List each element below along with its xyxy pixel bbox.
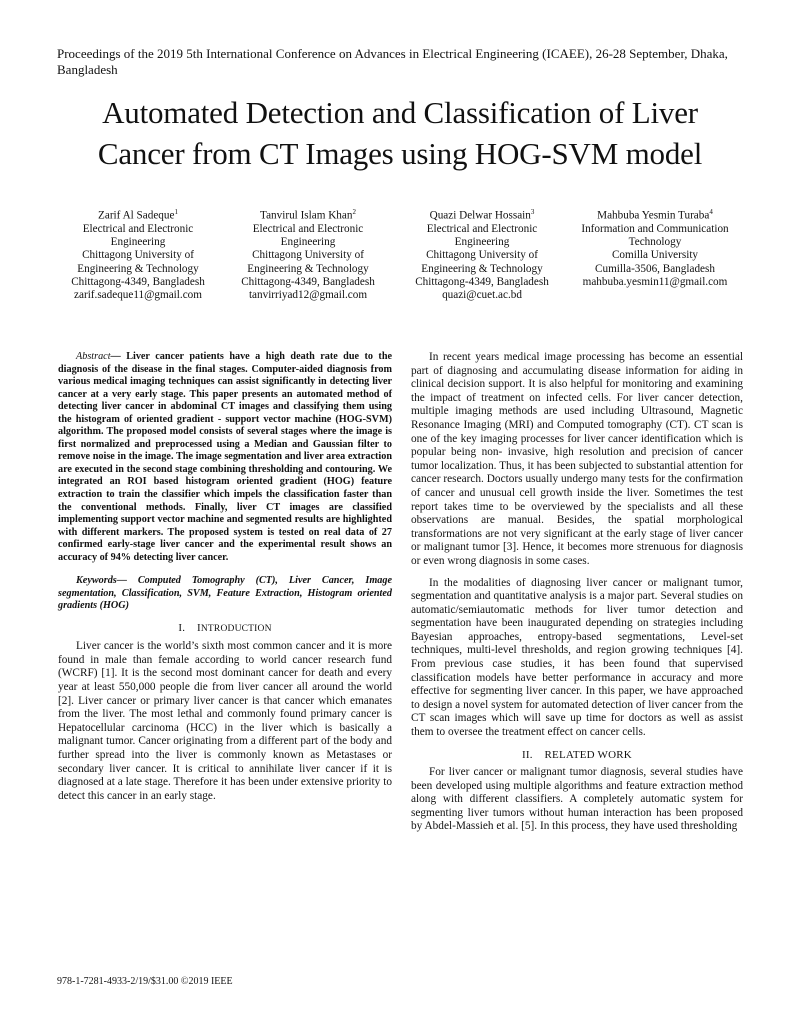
author-institution: Comilla University [611, 249, 699, 262]
author-index: 2 [352, 208, 356, 216]
author-1 [43, 206, 233, 302]
related-work-paragraph-1: For liver cancer or malignant tumor diagnosis, several studies have been developed using multiple algorithms and feature extraction method along with different classifiers. A completely automatic system for segmenting liver tumors without human interaction has been proposed by Abdel-Massieh et al. [5]. In this process, they have used thresholding [411, 765, 743, 833]
author-3 [387, 206, 577, 302]
author-4 [560, 206, 750, 289]
keywords: Keywords— Computed Tomography (CT), Liver Cancer, Image segmentation, Classification, SVM, Feature Extraction, Histogram oriented gradients (HOG) [58, 575, 392, 612]
author-dept: Electrical and Electronic [426, 222, 538, 235]
author-institution: Engineering & Technology [421, 262, 543, 275]
right-column [411, 351, 743, 834]
author-name: Zarif Al Sadeque [98, 209, 175, 222]
author-institution: Chittagong University of [252, 249, 364, 262]
title-line-1: Automated Detection and Classification of Liver [102, 95, 698, 130]
author-name: Tanvirul Islam Khan [260, 209, 353, 222]
intro-paragraph-3: In the modalities of diagnosing liver cancer or malignant tumor, segmentation and quantitative analysis is a major part. Several studies on automatic/semiautomatic methods for liver tumor detection and segmentation have been inaugurated depending on strategies including Bayesian approaches, entropy-based segmentations, Level-set techniques, multi-level thresholds, and region growing techniques [4]. From previous case studies, it has been found that supervised classification models have better performance in accuracy and more effective for segmenting liver cancer. In this paper, we have approached to design a novel system for automated detection of liver cancer from the CT scan images which will save up time for doctors as well as assist them to oversee the treatment effect on cancer cells. [411, 576, 743, 739]
title-line-2: Cancer from CT Images using HOG-SVM model [97, 136, 703, 171]
author-institution: Engineering & Technology [77, 262, 199, 275]
intro-paragraph-2: In recent years medical image processing has become an essential part of diagnosing and accumulating disease information for aiding in clinical decision support. It is also helpful for monitoring and examining the impact of treatment on infected cells. For liver cancer detection, multiple imaging methods are used including Ultrasound, Magnetic Resonance Imaging (MRI) and Computed tomography (CT). CT scan is one of the key imaging processes for liver cancer identification which is popular being non- invasive, high resolution and precision of cancer tumor localization. Thus, it has been subjected to substantial attention for cancer research. Doctors usually undergo many tests for the confirmation of cancer and unusual cell growth inside the liver. Sometimes the test report takes time to be overviewed by the specialists and all these observations are manual. Besides, the spatial morphological transformations are not very significant at the early stage of liver cancer or malignant tumor [3]. Hence, it becomes more strenuous for diagnosis or even wrong diagnosis in some cases. [411, 351, 743, 567]
author-location: Chittagong-4349, Bangladesh [415, 275, 549, 288]
author-email: mahbuba.yesmin11@gmail.com [582, 275, 728, 288]
author-email: zarif.sadeque11@gmail.com [74, 288, 202, 301]
author-email: tanvirriyad12@gmail.com [248, 288, 368, 301]
abstract-dash: — [110, 351, 127, 362]
section-number: I. [178, 621, 186, 634]
section-heading-related-work [411, 749, 743, 762]
author-dept: Technology [628, 236, 682, 249]
author-email: quazi@cuet.ac.bd [442, 288, 522, 301]
author-institution: Engineering & Technology [247, 262, 369, 275]
author-location: Chittagong-4349, Bangladesh [241, 275, 375, 288]
section-title: RELATED WORK [544, 748, 632, 761]
section-title-rest: NTRODUCTION [200, 623, 272, 634]
copyright-footer: 978-1-7281-4933-2/19/$31.00 ©2019 IEEE [57, 976, 233, 987]
author-dept: Electrical and Electronic [82, 222, 194, 235]
author-dept: Engineering [110, 236, 166, 249]
author-dept: Engineering [454, 236, 510, 249]
conference-header: Proceedings of the 2019 5th International Conference on Advances in Electrical Engineering (ICAEE), 26-28 September, Dhaka, Bangladesh [57, 46, 728, 77]
section-heading-introduction [58, 622, 392, 636]
abstract-label: Abstract [76, 351, 111, 362]
author-block [45, 206, 765, 316]
author-location: Cumilla-3506, Bangladesh [595, 262, 715, 275]
paper-title [40, 92, 760, 174]
intro-paragraph-1: Liver cancer is the world’s sixth most common cancer and it is more found in male than female according to world cancer research fund (WCRF) [1]. It is the second most dominant cancer for death and every year at least 550,000 people die from liver cancer all around the world [2]. Liver cancer or primary liver cancer is that cancer which emanates from the liver. The most lethal and commonly found primary cancer is Hepatocellular carcinoma (HCC) in the liver which is basically a malignant tumor. Cancer originating from a different part of the body and further spread into the liver is commonly known as Metastases or secondary liver cancer. It is critical to annihilate liver cancer if it is diagnosed at a late stage. Therefore it has been under extensive priority to detect this cancer in an early stage. [58, 640, 392, 802]
abstract [58, 351, 392, 564]
author-institution: Chittagong University of [82, 249, 194, 262]
author-dept: Engineering [280, 236, 336, 249]
author-name: Quazi Delwar Hossain [429, 209, 531, 222]
section-number: II. [522, 748, 533, 761]
author-name: Mahbuba Yesmin Turaba [597, 209, 710, 222]
author-institution: Chittagong University of [426, 249, 538, 262]
author-index: 1 [174, 208, 178, 216]
author-index: 4 [709, 208, 713, 216]
abstract-text: Liver cancer patients have a high death rate due to the diagnosis of the disease in the final stages. Computer-aided diagnosis from various medical imaging techniques can assist significantly in detecting liver cancer at a very early stage. This paper presents an automated method of detecting liver cancer in abdominal CT images and classifying them using the histogram of oriented gradient - support vector machine (HOG-SVM) algorithm. The proposed model consists of several stages where the image is first normalized and preprocessed using a Median and Gaussian filter to remove noise in the image. The image segmentation and liver area extraction are executed in the second stage combining thresholding and contouring. We integrated an ROI based histogram oriented gradient (HOG) feature extraction to train the classifier which impels the classification faster than the conventional methods. Finally, liver CT images are classified implementing support vector machine and segmented results are highlighted with different markers. The proposed system is tested on real data of 27 confirmed early-stage liver cancer and the experimental result shows an accuracy of 94% detecting liver cancer. [58, 351, 393, 563]
section-title-initial: I [196, 621, 201, 634]
author-dept: Electrical and Electronic [252, 222, 364, 235]
author-2 [213, 206, 403, 302]
author-location: Chittagong-4349, Bangladesh [71, 275, 205, 288]
left-column [58, 351, 392, 803]
author-index: 3 [530, 208, 535, 216]
author-dept: Information and Communication [581, 222, 729, 235]
